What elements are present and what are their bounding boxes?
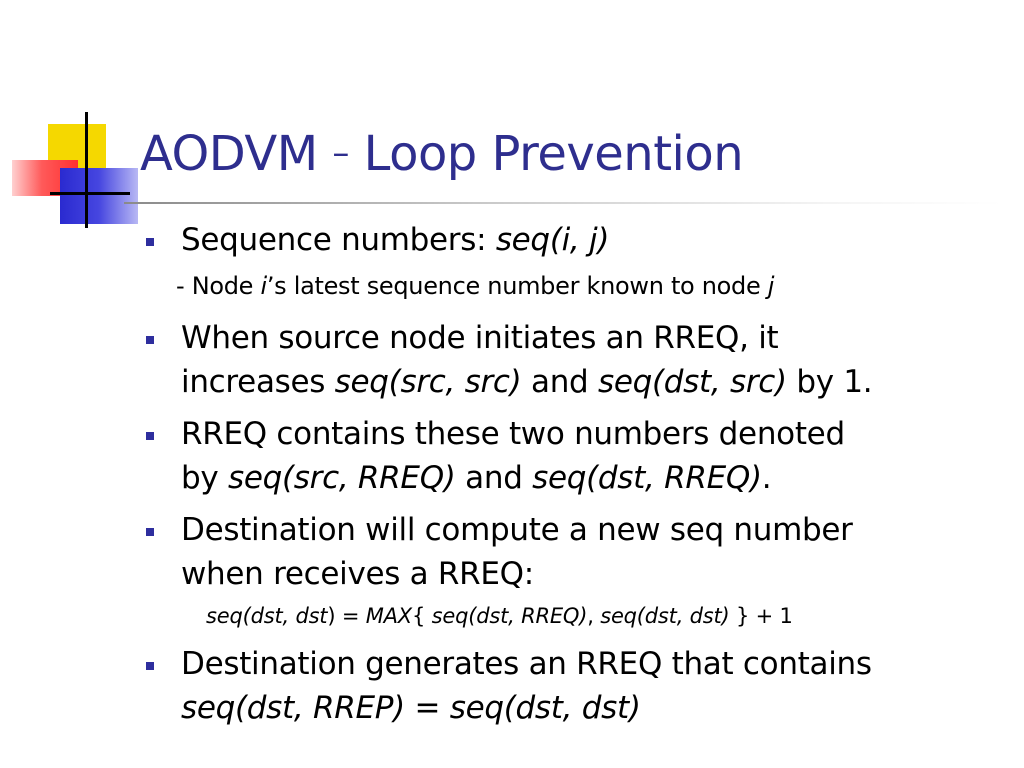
title-rest: Loop Prevention bbox=[363, 126, 744, 182]
text-segment-italic: seq(src, src) bbox=[334, 364, 522, 400]
text-segment-italic: j bbox=[767, 272, 775, 300]
bullet-1-line-1 bbox=[181, 220, 609, 260]
text-segment-italic: seq(dst, dst) bbox=[600, 604, 730, 628]
bullet-1-subline bbox=[176, 270, 774, 302]
bullet-4-line-2: when receives a RREQ: bbox=[181, 556, 534, 592]
text-segment: - Node bbox=[176, 272, 261, 300]
bullet-marker bbox=[146, 238, 154, 246]
text-segment: = bbox=[404, 690, 450, 726]
text-segment: { bbox=[411, 604, 432, 628]
text-segment-italic: seq(dst, RREP) bbox=[181, 690, 405, 726]
text-segment: Sequence numbers: bbox=[181, 222, 496, 258]
bullet-4-line-1: Destination will compute a new seq number bbox=[181, 512, 853, 548]
text-segment: ’s latest sequence number known to node bbox=[266, 272, 768, 300]
bullet-2-line-2 bbox=[181, 362, 872, 402]
text-segment-italic: seq(dst, dst) bbox=[449, 690, 641, 726]
text-segment-italic: MAX bbox=[365, 604, 412, 628]
text-segment: , bbox=[587, 604, 601, 628]
text-segment: and bbox=[455, 460, 533, 496]
text-segment-italic: seq(dst, src) bbox=[597, 364, 787, 400]
text-segment-italic: seq(dst, RREQ) bbox=[431, 604, 588, 628]
text-segment-italic: i bbox=[260, 272, 267, 300]
text-segment: and bbox=[521, 364, 598, 400]
text-segment: by 1. bbox=[786, 364, 873, 400]
bullet-5-line-2 bbox=[181, 688, 641, 728]
bullet-marker bbox=[146, 662, 154, 670]
bullet-5-line-1: Destination generates an RREQ that contains bbox=[181, 646, 872, 682]
bullet-3-line-1: RREQ contains these two numbers denoted bbox=[181, 416, 845, 452]
text-segment: . bbox=[761, 460, 772, 496]
text-segment-italic: seq(dst, RREQ) bbox=[532, 460, 762, 496]
title-main: AODVM bbox=[140, 126, 318, 182]
bullet-2-line-1: When source node initiates an RREQ, it bbox=[181, 320, 779, 356]
text-segment-italic: seq(i, j) bbox=[495, 222, 610, 258]
text-segment-italic: seq(dst, dst bbox=[206, 604, 328, 628]
text-segment: by bbox=[181, 460, 228, 496]
bullet-marker bbox=[146, 528, 154, 536]
text-segment-italic: seq(src, RREQ) bbox=[227, 460, 456, 496]
text-segment: ) = bbox=[327, 604, 366, 628]
bullet-3-line-2 bbox=[181, 458, 771, 498]
title-dash: – bbox=[332, 133, 349, 173]
bullet-marker bbox=[146, 336, 154, 344]
bullet-marker bbox=[146, 432, 154, 440]
text-segment: } + 1 bbox=[729, 604, 793, 628]
text-segment: increases bbox=[181, 364, 335, 400]
sequence-formula bbox=[206, 602, 793, 630]
